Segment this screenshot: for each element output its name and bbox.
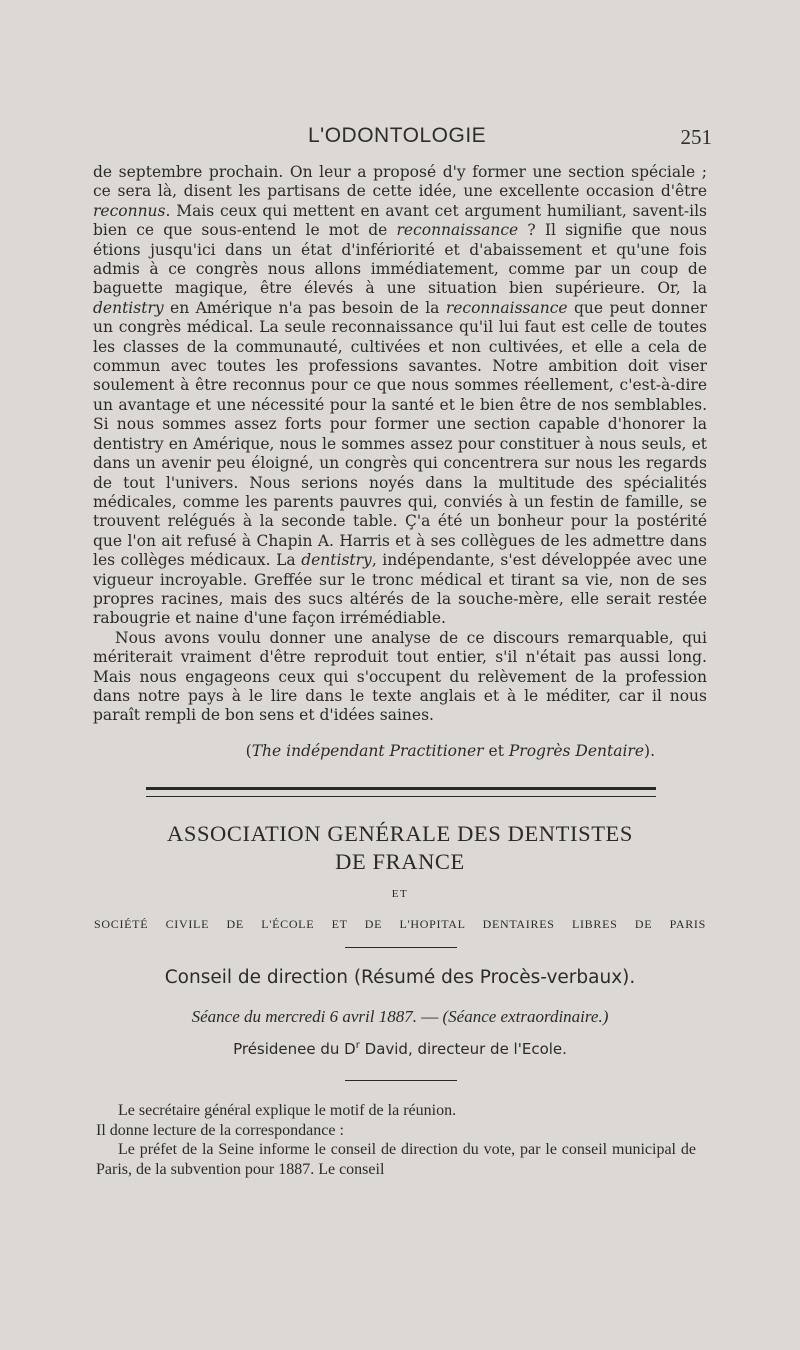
conjunction-et: ET [391,888,409,900]
text-run: . Mais ceux qui mettent en avant cet argument humiliant, savent-ils bien ce que sous-entend le mot de [93,201,707,240]
running-title: L'ODONTOLOGIE [308,124,487,147]
italic-run: reconnus [93,201,166,220]
minutes-body [96,1101,696,1179]
text-run: en Amérique n'a pas besoin de la [163,298,446,317]
conseil-heading: Conseil de direction (Résumé des Procès-verbaux). [164,967,636,988]
italic-run: The indépendant Practitioner [251,742,484,760]
italic-run: reconnaissance [396,221,519,240]
source-citation [93,742,707,760]
text-run: ? Il signifie que nous étions jusqu'ici dans un état d'infériorité et d'abaissement et qu'une fois admis à ce congrès nous allons immédiatement, comme par un coup de baguette magique, être élevés à une situation bien supérieure. Or, la [93,221,707,298]
running-head [92,124,712,154]
presidence-suffix: David, directeur de l'Ecole. [359,1040,567,1058]
article-paragraph [93,163,707,629]
association-title-line-2: DE FRANCE [335,849,465,874]
italic-run: dentistry [301,551,372,570]
minutes-line: Le préfet de la Seine informe le conseil de direction du vote, par le conseil municipal de Paris, de la subvention pour 1887. Le conseil [96,1141,696,1178]
seance-line [100,1007,700,1027]
seance-dash: — [417,1007,443,1026]
presidence-prefix: Présidenee du D [233,1040,356,1058]
page-number: 251 [680,125,712,149]
text-run: et [483,742,509,760]
text-run: ( [245,742,252,760]
section-divider [146,787,656,797]
short-rule [345,1080,457,1081]
presidence-sup: r [355,1040,360,1051]
text-run: ). [644,742,655,760]
association-title-line-1: ASSOCIATION GENÉRALE DES DENTISTES [166,821,634,846]
seance-type: (Séance extraordinaire.) [442,1007,609,1026]
short-rule [345,947,457,948]
italic-run: dentistry [93,298,164,317]
text-run: de septembre prochain. On leur a proposé d'y former une section spéciale ; ce sera là, disent les partisans de cette idée, une excellente occasion d'être [93,163,707,201]
text-run: , indépendante, s'est développée avec une vigueur incroyable. Greffée sur le tronc médical et tirant sa vie, non de ses propres racines, mais des sucs altérés de la souche-mère, elle serait restée rabougrie et naine d'une façon irrémédiable. [93,551,707,628]
minutes-line: Le secrétaire général explique le motif de la réunion. [118,1102,457,1119]
italic-run: Progrès Dentaire [508,742,645,760]
article-body [93,163,707,726]
societe-civile-line: SOCIÉTÉ CIVILE DE L'ÉCOLE ET DE L'HOPITAL DENTAIRES LIBRES DE PARIS [94,917,706,931]
italic-run: reconnaissance [445,298,568,317]
minutes-line: Il donne lecture de la correspondance : [96,1121,344,1139]
text-run: que peut donner un congrès médical. La seule reconnaissance qu'il lui faut est celle de toutes les classes de la communauté, cultivées et non cultivées, et elle a cela de commun avec toutes les professions savantes. Notre ambition doit viser soulement à être reconnus pour ce que nous sommes réellement, c'est-à-dire un avantage et une nécessité pour la santé et le bien être de nos semblables. Si nous sommes assez forts pour former une section capable d'honorer la dentistry en Amérique, nous le sommes assez pour constituer à nous seuls, et dans un avenir peu éloigné, un congrès qui concentrera sur nous les regards de tout l'univers. Nous serions noyés dans la multitude des spécialités médicales, comme les parents pauvres qui, conviés à un festin de famille, se trouvent relégués à la seconde table. Ç'a été un bonheur pour la postérité que l'on ait refusé à Chapin A. Harris et à ses collègues de les admettre dans les collèges médicaux. La [93,298,708,570]
article-paragraph: Nous avons voulu donner une analyse de ce discours remarquable, qui mériterait vraiment d'être reproduit tout entier, s'il n'était pas aussi long. Mais nous engageons ceux qui s'occupent du relèvement de la profession dans notre pays à le lire dans le texte anglais et à le méditer, car il nous paraît rempli de bon sens et d'idées saines. [93,628,707,725]
seance-date: Séance du mercredi 6 avril 1887. [191,1007,417,1026]
presidence-line [100,1040,700,1058]
